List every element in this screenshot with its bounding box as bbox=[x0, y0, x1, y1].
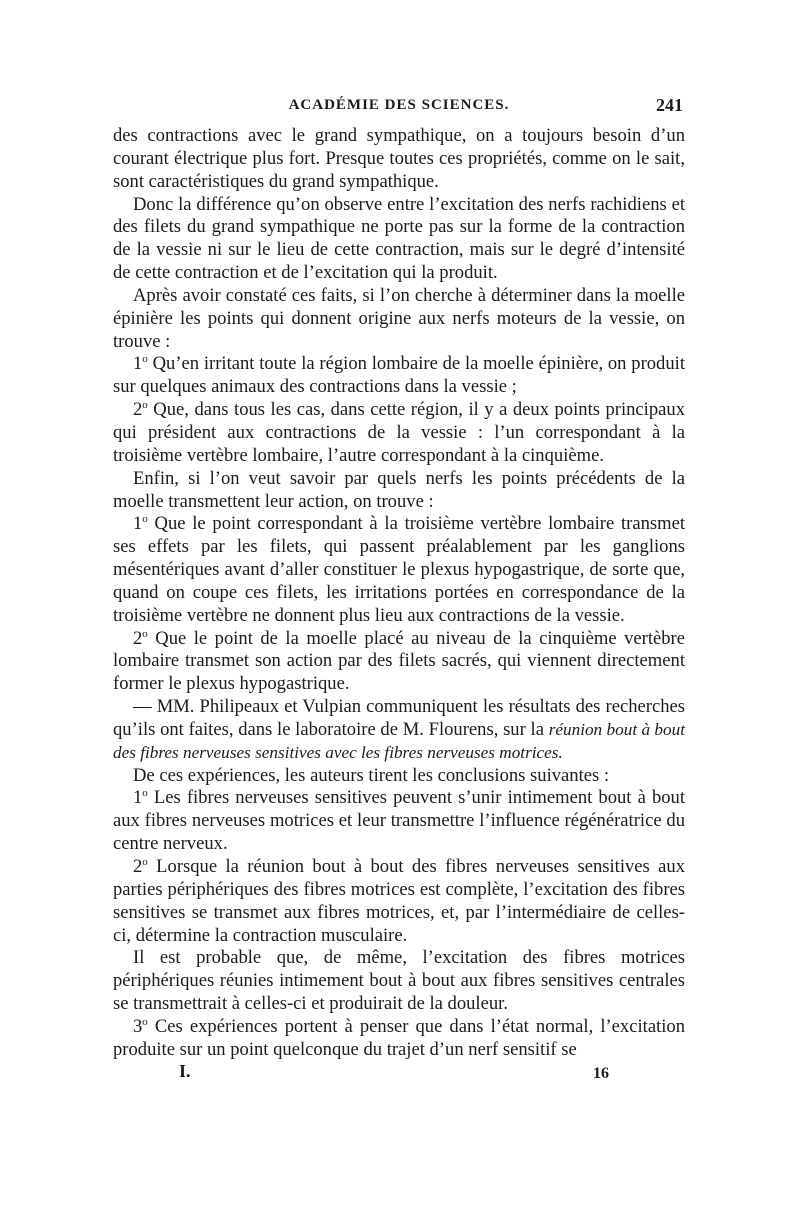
sheet-number: 16 bbox=[593, 1064, 609, 1082]
page-footer bbox=[113, 1060, 685, 1087]
paragraph: Après avoir constaté ces faits, si l’on cherche à déterminer dans la moelle épinière les points qui donnent origine aux nerfs moteurs de la vessie, on trouve : bbox=[113, 284, 685, 352]
page-header bbox=[113, 95, 685, 121]
italic-title: réunion bout à bout des fibres nerveuses sensitives avec les fibres nerveuses motrices. bbox=[113, 719, 685, 762]
numbered-paragraph: 2$^o$ Lorsque la réunion bout à bout des fibres nerveuses sensitives aux parties périphériques des fibres motrices est complète, l’excitation des fibres sensitives se transmet aux fibres motrices, et, par l’intermédiaire de celles-ci, détermine la contraction musculaire. bbox=[113, 855, 685, 946]
document-page bbox=[113, 95, 685, 1087]
numbered-paragraph: 3$^o$ Ces expériences portent à penser que dans l’état normal, l’excitation produite sur un point quelconque du trajet d’un nerf sensitif se bbox=[113, 1015, 685, 1060]
running-head: ACADÉMIE DES SCIENCES. bbox=[288, 97, 510, 113]
paragraph: De ces expériences, les auteurs tirent les conclusions suivantes : bbox=[133, 764, 610, 786]
page-number: 241 bbox=[656, 95, 683, 115]
numbered-paragraph: 1$^o$ Que le point correspondant à la troisième vertèbre lombaire transmet ses effets par les filets, qui passent préalablement par les ganglions mésentériques avant d’aller constituer le plexus hypogastrique, de sorte que, quand on coupe ces filets, les irritations portées en correspondance de la troisième vertèbre ne donnent plus lieu aux contractions de la vessie. bbox=[113, 513, 685, 626]
paragraph: — MM. Philipeaux et Vulpian communiquent les résultats des recherches qu’ils ont faites, dans le laboratoire de M. Flourens, sur la réunion bout à bout des fibres nerveuses sensitives avec les fibres nerveuses motrices. bbox=[113, 696, 685, 762]
paragraph: Donc la différence qu’on observe entre l’excitation des nerfs rachidiens et des filets du grand sympathique ne porte pas sur la forme de la contraction de la vessie ni sur le lieu de cette contraction, mais sur le degré d’intensité de cette contraction et de l’excitation qui la produit. bbox=[113, 193, 685, 284]
numbered-paragraph: 1$^o$ Qu’en irritant toute la région lombaire de la moelle épinière, on produit sur quelques animaux des contractions dans la vessie ; bbox=[113, 353, 685, 398]
paragraph: Enfin, si l’on veut savoir par quels nerfs les points précédents de la moelle transmettent leur action, on trouve : bbox=[113, 467, 685, 512]
paragraph: Il est probable que, de même, l’excitation des fibres motrices périphériques réunies intimement bout à bout aux fibres sensitives centrales se transmettrait à celles-ci et produirait de la douleur. bbox=[113, 947, 685, 1015]
numbered-paragraph: 1$^o$ Les fibres nerveuses sensitives peuvent s’unir intimement bout à bout aux fibres nerveuses motrices et leur transmettre l’influence régénératrice du centre nerveux. bbox=[113, 787, 685, 855]
numbered-paragraph: 2$^o$ Que le point de la moelle placé au niveau de la cinquième vertèbre lombaire transmet son action par des filets sacrés, qui viennent directement former le plexus hypogastrique. bbox=[113, 627, 685, 695]
body-text bbox=[113, 125, 685, 1062]
signature-mark: I. bbox=[179, 1060, 191, 1081]
paragraph: des contractions avec le grand sympathique, on a toujours besoin d’un courant électrique plus fort. Presque toutes ces propriétés, comme on le sait, sont caractéristiques du grand sympathique. bbox=[113, 125, 685, 192]
numbered-paragraph: 2$^o$ Que, dans tous les cas, dans cette région, il y a deux points principaux qui président aux contractions de la vessie : l’un correspondant à la troisième vertèbre lombaire, l’autre correspondant à la cinquième. bbox=[113, 398, 685, 466]
